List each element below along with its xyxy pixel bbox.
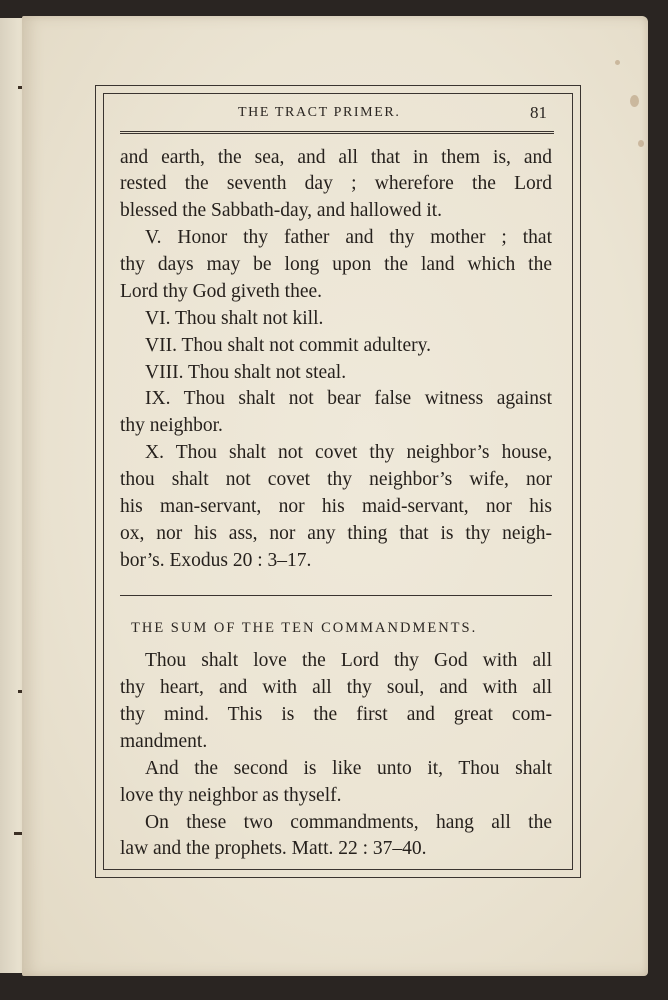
text-line: VIII. Thou shalt not steal. [145, 362, 347, 383]
section-divider [120, 595, 552, 596]
header-double-rule [120, 131, 554, 134]
text-line: On these two commandments, hang all the [145, 812, 552, 833]
text-line: thy neighbor. [120, 415, 223, 436]
running-header-title: THE TRACT PRIMER. [238, 105, 401, 120]
text-line: thy heart, and with all thy soul, and with all [120, 677, 552, 698]
text-line: thou shalt not covet thy neighbor’s wife, nor [120, 469, 552, 490]
text-line: law and the prophets. Matt. 22 : 37–40. [120, 838, 427, 859]
text-line: love thy neighbor as thyself. [120, 785, 342, 806]
text-line: ox, nor his ass, nor any thing that is thy neigh- [120, 523, 552, 544]
text-line: blessed the Sabbath-day, and hallowed it. [120, 200, 443, 221]
text-line: his man-servant, nor his maid-servant, nor his [120, 496, 552, 517]
text-line: And the second is like unto it, Thou shalt [145, 758, 552, 779]
text-line: V. Honor thy father and thy mother ; that [145, 227, 552, 248]
text-line: X. Thou shalt not covet thy neighbor’s house, [145, 442, 552, 463]
text-line: bor’s. Exodus 20 : 3–17. [120, 550, 312, 571]
foxing-stain [630, 95, 639, 107]
text-line: VI. Thou shalt not kill. [145, 308, 324, 329]
text-line: Thou shalt love the Lord thy God with all [145, 650, 552, 671]
text-line: thy mind. This is the first and great com- [120, 704, 552, 725]
text-line: rested the seventh day ; wherefore the Lord [120, 173, 552, 194]
text-line: mandment. [120, 731, 208, 752]
text-line: VII. Thou shalt not commit adultery. [145, 335, 431, 356]
text-line: Lord thy God giveth thee. [120, 281, 322, 302]
text-line: IX. Thou shalt not bear false witness against [145, 388, 552, 409]
page-number: 81 [530, 103, 547, 122]
foxing-stain [615, 60, 620, 65]
text-line: thy days may be long upon the land which the [120, 254, 552, 275]
foxing-stain [638, 140, 644, 147]
section-heading: THE SUM OF THE TEN COMMANDMENTS. [131, 620, 478, 636]
text-line: and earth, the sea, and all that in them is, and [120, 147, 552, 168]
binding-thread [14, 832, 22, 835]
